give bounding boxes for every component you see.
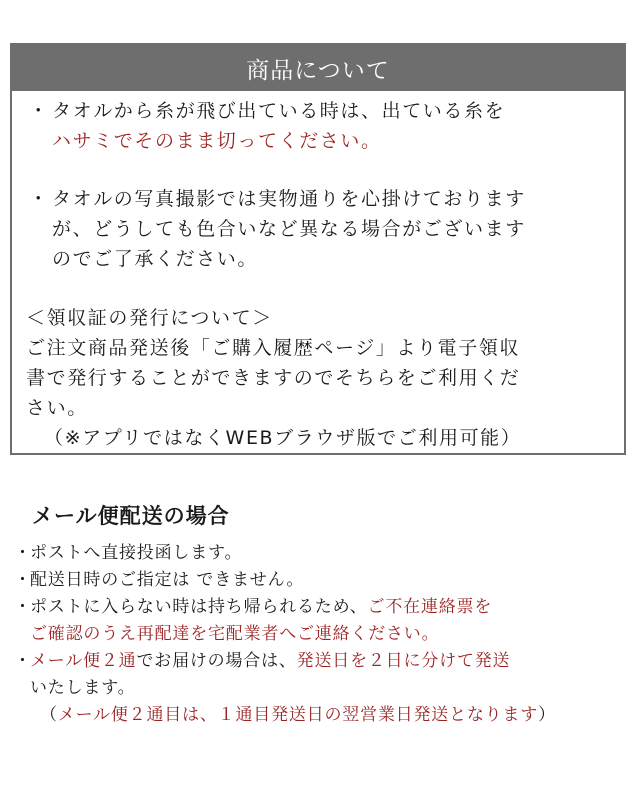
product-info-box: [10, 43, 626, 455]
mail-item-return-emphasis: ご不在連絡票を: [367, 597, 493, 617]
receipt-heading: ＜領収証の発行について＞: [26, 307, 273, 329]
thread-note-emphasis: ハサミでそのまま切ってください。: [52, 130, 382, 152]
bullet: ・: [14, 597, 32, 617]
receipt-line-2: 書で発行することができますのでそちらをご利用くだ: [26, 367, 521, 389]
mail-item-two-note: [14, 702, 634, 729]
photo-note-line-2: が、どうしても色合いなど異なる場合がございます: [52, 218, 526, 240]
mail-delivery-list: [14, 540, 634, 729]
photo-note-line-1: タオルの写真撮影では実物通りを心掛けております: [52, 188, 526, 210]
receipt-section: [26, 303, 616, 453]
bullet: ・: [14, 651, 32, 671]
receipt-line-1: ご注文商品発送後「ご購入履歴ページ」より電子領収: [26, 337, 521, 359]
list-item-continued: [14, 621, 634, 648]
bullet: ・: [14, 543, 32, 563]
mail-delivery-title: メール便配送の場合: [32, 504, 230, 528]
mail-item-post-text: ポストへ直接投函します。: [30, 543, 243, 563]
towel-thread-note: [26, 96, 616, 156]
photo-note-line-3: のでご了承ください。: [52, 248, 259, 270]
mail-item-return-emphasis-2: ご確認のうえ再配達を宅配業者へご連絡ください。: [30, 624, 440, 644]
mail-item-two-note-text: メール便２通目は、１通目発送日の翌営業日発送となります: [57, 705, 539, 725]
bullet: ・: [14, 570, 32, 590]
list-item: [14, 648, 634, 675]
photo-color-note: [26, 184, 616, 274]
mail-item-two-text-2: いたします。: [30, 678, 136, 698]
product-info-title: 商品について: [12, 45, 624, 91]
list-item: [14, 540, 634, 567]
bullet: ・: [28, 188, 50, 210]
bullet: ・: [28, 100, 50, 122]
receipt-line-3: さい。: [26, 397, 88, 419]
product-info-body: [12, 96, 624, 453]
list-item: [14, 567, 634, 594]
mail-item-return-text: ポストに入らない時は持ち帰られるため、: [30, 597, 368, 617]
thread-note-text: タオルから糸が飛び出ている時は、出ている糸を: [52, 100, 506, 122]
note-open-paren: （: [40, 705, 58, 725]
receipt-note: （※アプリではなくWEBブラウザ版でご利用可能）: [44, 427, 522, 449]
mail-item-two-emphasis-2: 発送日を２日に分けて発送: [296, 651, 511, 671]
list-item: [14, 594, 634, 621]
mail-item-date-text: 配送日時のご指定は できません。: [30, 570, 305, 590]
list-item-continued: [14, 675, 634, 702]
mail-item-two-emphasis: メール便２通: [30, 651, 137, 671]
note-close-paren: ）: [538, 705, 556, 725]
mail-item-two-text: でお届けの場合は、: [136, 651, 297, 671]
